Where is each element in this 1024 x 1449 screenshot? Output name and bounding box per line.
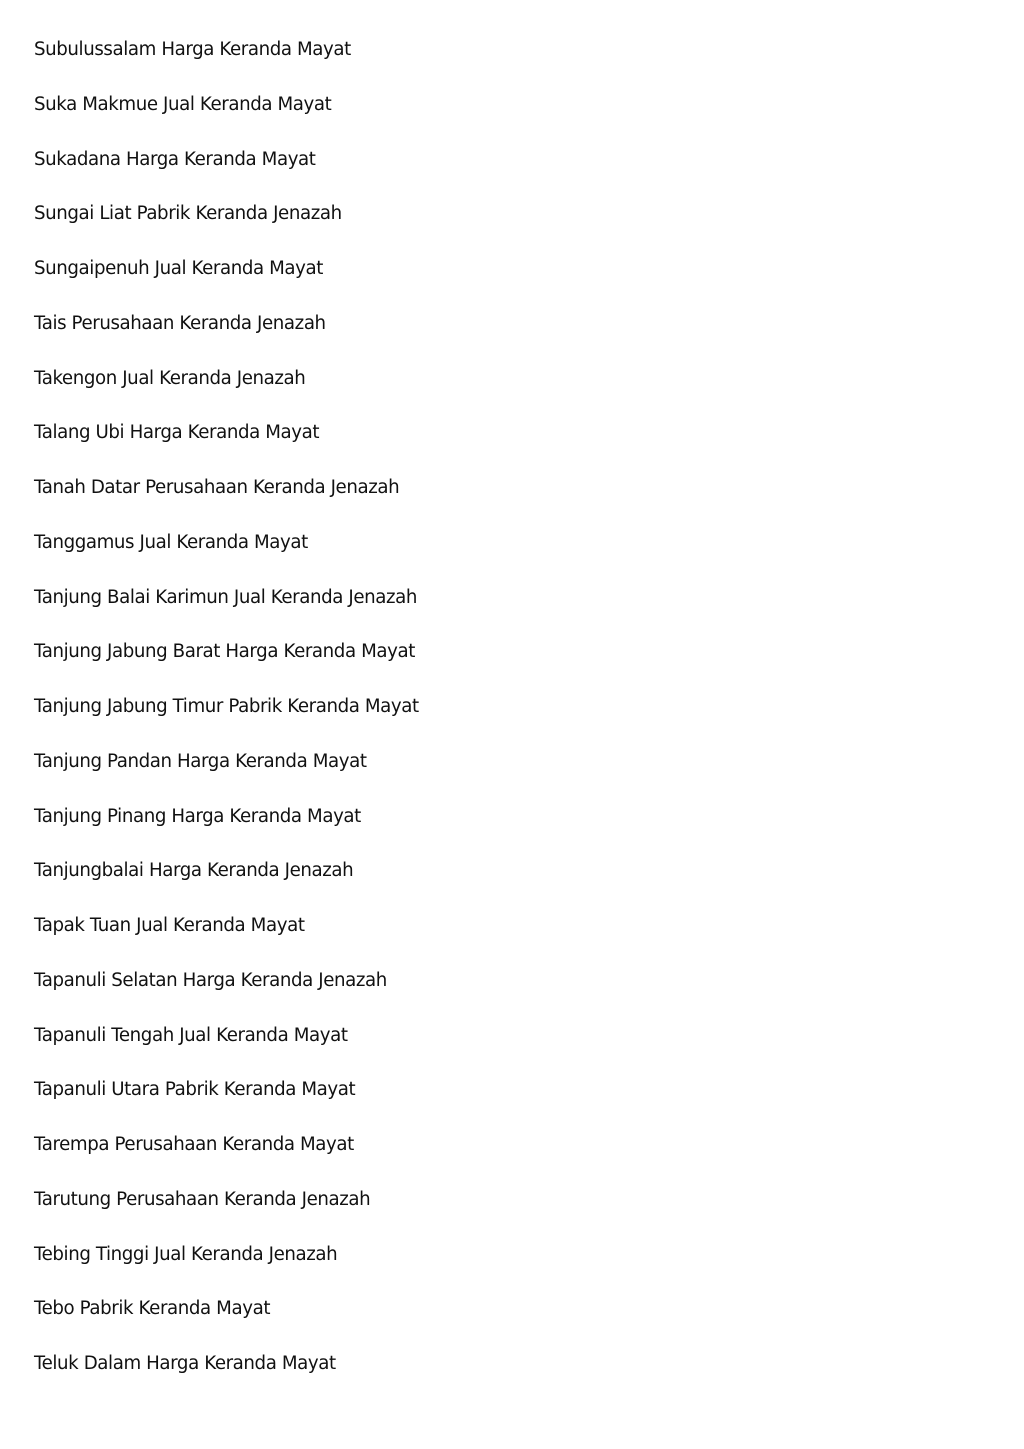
list-item: Takengon Jual Keranda Jenazah: [34, 367, 306, 389]
list-item: Tanjung Jabung Timur Pabrik Keranda Mayat: [34, 696, 419, 717]
list-item: Tarutung Perusahaan Keranda Jenazah: [34, 1188, 371, 1210]
list-item: Tapanuli Selatan Harga Keranda Jenazah: [34, 969, 387, 991]
list-item: Tanjung Pinang Harga Keranda Mayat: [34, 805, 361, 827]
list-item: Tanjung Balai Karimun Jual Keranda Jenazah: [34, 586, 418, 608]
list-item: Tanjung Pandan Harga Keranda Mayat: [34, 750, 367, 772]
list-item: Suka Makmue Jual Keranda Mayat: [34, 93, 332, 115]
list-item: Tebo Pabrik Keranda Mayat: [34, 1298, 271, 1320]
list-item: Tais Perusahaan Keranda Jenazah: [34, 312, 326, 334]
list-item: Tapanuli Tengah Jual Keranda Mayat: [34, 1024, 348, 1046]
list-item: Sungaipenuh Jual Keranda Mayat: [34, 258, 324, 279]
list-item: Subulussalam Harga Keranda Mayat: [34, 39, 351, 60]
list-item: Tanah Datar Perusahaan Keranda Jenazah: [34, 477, 400, 498]
entry-list: [34, 36, 994, 1405]
list-item: Tebing Tinggi Jual Keranda Jenazah: [34, 1243, 338, 1265]
list-item: Tanjungbalai Harga Keranda Jenazah: [34, 860, 354, 882]
list-item: Sukadana Harga Keranda Mayat: [34, 148, 316, 170]
list-item: Teluk Dalam Harga Keranda Mayat: [34, 1353, 336, 1374]
list-item: Tanjung Jabung Barat Harga Keranda Mayat: [34, 641, 415, 663]
list-item: Tapak Tuan Jual Keranda Mayat: [34, 915, 305, 936]
list-item: Sungai Liat Pabrik Keranda Jenazah: [34, 203, 342, 225]
list-item: Talang Ubi Harga Keranda Mayat: [34, 422, 320, 444]
list-item: Tapanuli Utara Pabrik Keranda Mayat: [34, 1079, 356, 1101]
list-item: Tanggamus Jual Keranda Mayat: [34, 531, 308, 553]
list-item: Tarempa Perusahaan Keranda Mayat: [34, 1134, 354, 1155]
